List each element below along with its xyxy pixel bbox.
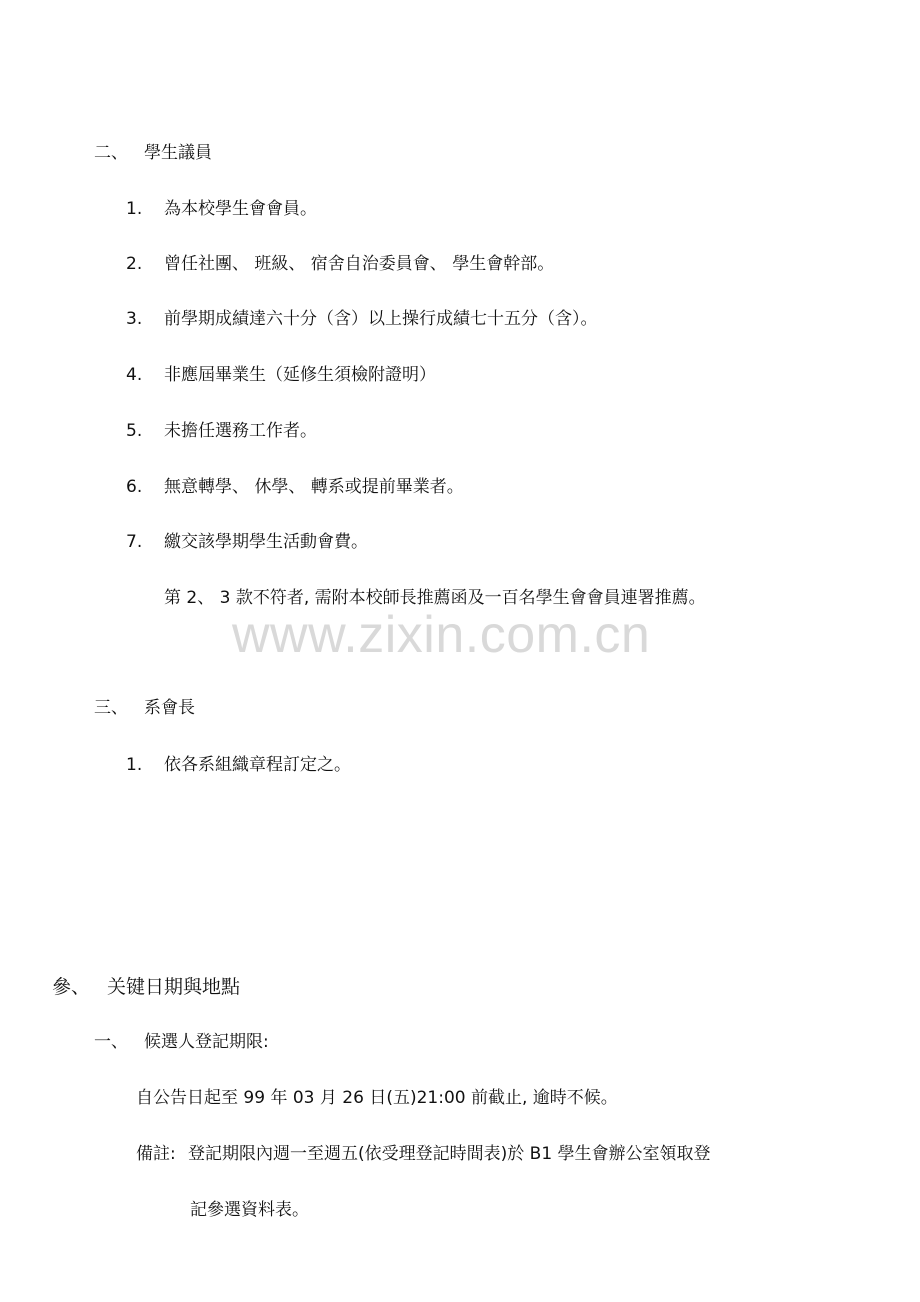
section-marker: 二、 <box>94 143 128 163</box>
item-text: 為本校學生會會員。 <box>164 199 317 219</box>
item-number: 3. <box>126 309 143 329</box>
item-number: 2. <box>126 254 143 274</box>
item-number: 5. <box>126 421 143 441</box>
item-text: 未擔任選務工作者。 <box>164 421 317 441</box>
item-number: 1. <box>126 755 143 775</box>
item-text: 繳交該學期學生活動會費。 <box>164 532 368 552</box>
section-marker: 三、 <box>94 698 128 718</box>
item-text: 依各系組織章程訂定之。 <box>164 755 351 775</box>
list-item <box>126 531 368 553</box>
chapter-marker: 參、 <box>52 976 91 998</box>
item-number: 4. <box>126 365 143 385</box>
remark-text: 登記期限內週一至週五(依受理登記時間表)於 B1 學生會辦公室領取登 <box>188 1144 711 1164</box>
list-item <box>126 253 554 275</box>
remark <box>136 1143 711 1165</box>
section-title: 系會長 <box>144 698 195 718</box>
section-heading <box>94 142 212 164</box>
list-item <box>126 308 598 330</box>
registration-period: 自公告日起至 99 年 03 月 26 日(五)21:00 前截止, 逾時不候。 <box>136 1088 618 1108</box>
section-heading <box>94 697 195 719</box>
chapter-heading <box>52 974 240 1000</box>
list-item <box>126 420 317 442</box>
item-number: 1. <box>126 199 143 219</box>
item-text: 非應屆畢業生（延修生須檢附證明） <box>164 365 436 385</box>
section-heading <box>94 1031 269 1053</box>
remark-continuation: 記參選資料表。 <box>190 1200 309 1220</box>
list-item <box>126 364 436 386</box>
section-marker: 一、 <box>94 1032 128 1052</box>
chapter-title: 关键日期與地點 <box>107 976 241 998</box>
watermark: www.zixin.com.cn <box>232 606 651 664</box>
list-item <box>126 754 351 776</box>
item-number: 7. <box>126 532 143 552</box>
list-item <box>126 198 317 220</box>
section-title: 學生議員 <box>144 143 212 163</box>
item-text: 前學期成績達六十分（含）以上操行成績七十五分（含）。 <box>164 309 598 329</box>
section-title: 候選人登記期限: <box>144 1032 269 1052</box>
item-text: 無意轉學、 休學、 轉系或提前畢業者。 <box>164 477 464 497</box>
item-number: 6. <box>126 477 143 497</box>
item-text: 曾任社團、 班級、 宿舍自治委員會、 學生會幹部。 <box>164 254 555 274</box>
remark-label: 備註: <box>136 1144 176 1164</box>
list-item <box>126 476 464 498</box>
section-note: 第 2、 3 款不符者, 需附本校師長推薦函及一百名學生會會員連署推薦。 <box>164 588 706 608</box>
